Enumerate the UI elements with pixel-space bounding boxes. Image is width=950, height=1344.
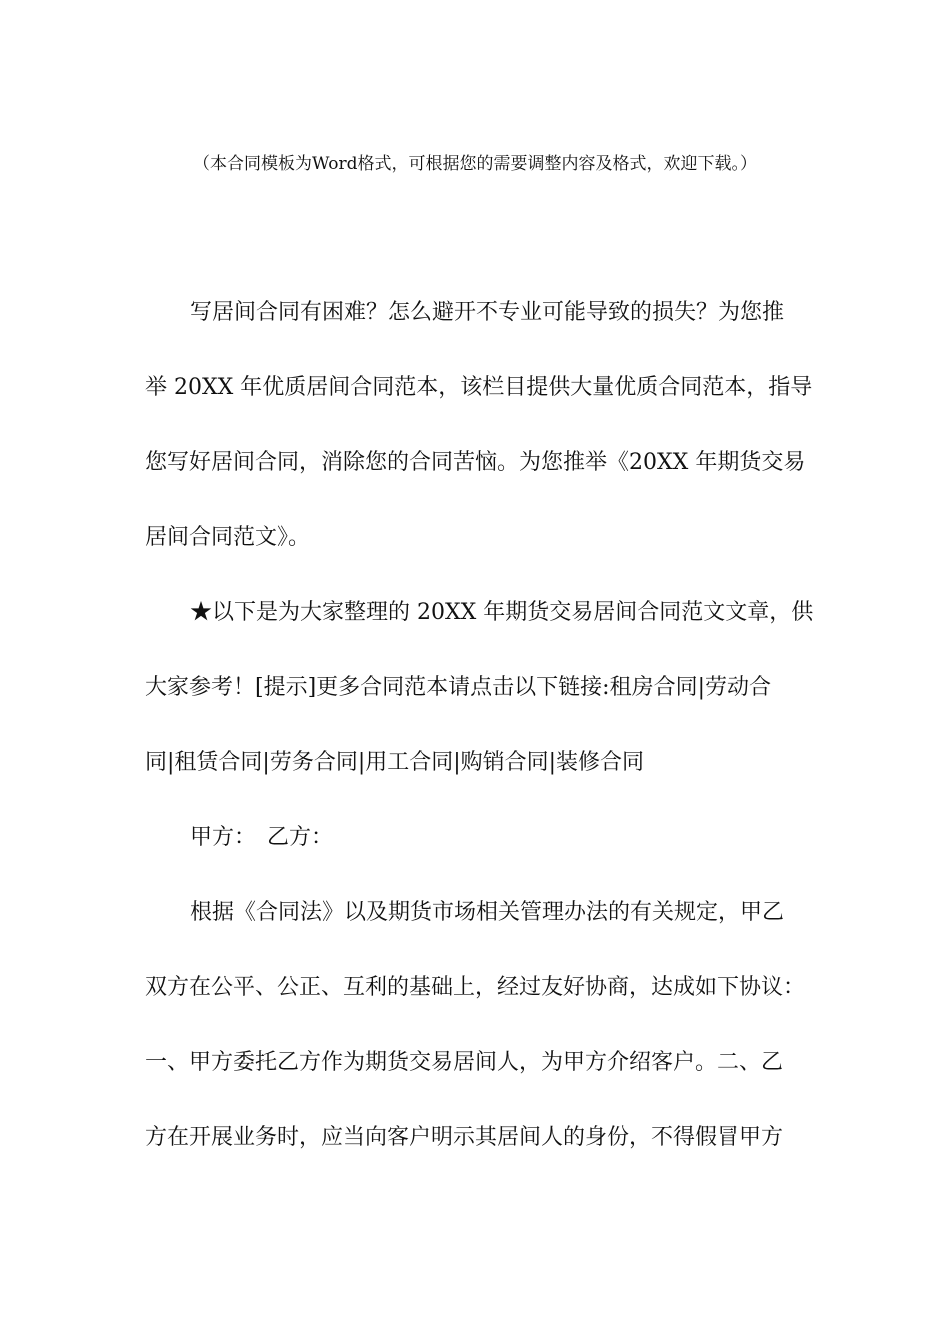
paragraph-line: 方在开展业务时，应当向客户明示其居间人的身份，不得假冒甲方 xyxy=(145,1125,784,1150)
party-line: 甲方： 乙方： xyxy=(190,825,334,850)
paragraph-line: 大家参考！[提示]更多合同范本请点击以下链接:租房合同|劳动合 xyxy=(145,675,771,700)
paragraph-line: 写居间合同有困难？怎么避开不专业可能导致的损失？为您推 xyxy=(190,300,785,325)
template-note: （本合同模板为Word格式，可根据您的需要调整内容及格式，欢迎下载。） xyxy=(192,154,758,174)
paragraph-line: 同|租赁合同|劳务合同|用工合同|购销合同|装修合同 xyxy=(145,750,645,775)
paragraph-line: 举 20XX 年优质居间合同范本，该栏目提供大量优质合同范本，指导 xyxy=(145,375,813,400)
paragraph-line: 双方在公平、公正、互利的基础上，经过友好协商，达成如下协议： xyxy=(145,975,806,1000)
paragraph-line: 居间合同范文》。 xyxy=(145,525,311,550)
paragraph-line: 根据《合同法》以及期货市场相关管理办法的有关规定，甲乙 xyxy=(190,900,785,925)
paragraph-line: 一、甲方委托乙方作为期货交易居间人，为甲方介绍客户。二、乙 xyxy=(145,1050,784,1075)
paragraph-line: 您写好居间合同，消除您的合同苦恼。为您推举《20XX 年期货交易 xyxy=(145,450,806,475)
paragraph-line: ★以下是为大家整理的 20XX 年期货交易居间合同范文文章，供 xyxy=(190,600,814,625)
